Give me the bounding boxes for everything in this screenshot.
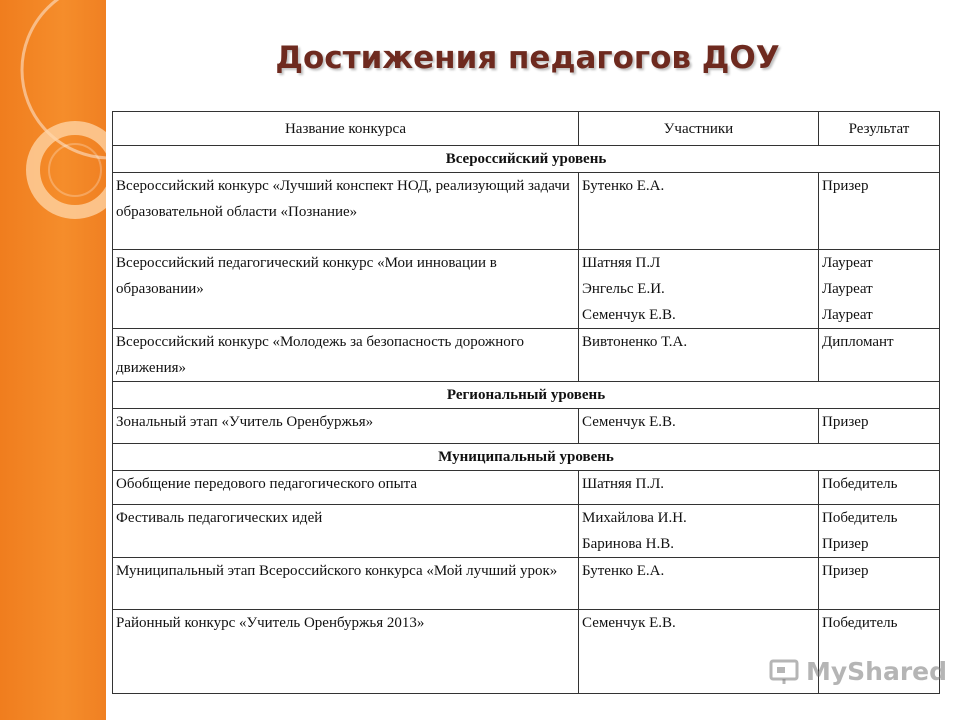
result: Призер <box>822 563 869 579</box>
contest-name: Всероссийский конкурс «Лучший конспект НОД, реализующий задачи образовательной области «Познание» <box>113 173 579 250</box>
result-cell <box>819 558 940 610</box>
participant: Михайлова И.Н. <box>582 510 687 526</box>
contest-name: Всероссийский педагогический конкурс «Мои инновации в образовании» <box>113 250 579 329</box>
result-cell <box>819 250 940 329</box>
result: Лауреат <box>822 281 873 297</box>
contest-name: Всероссийский конкурс «Молодежь за безопасность дорожного движения» <box>113 329 579 382</box>
result: Лауреат <box>822 255 873 271</box>
header-contest: Название конкурса <box>113 112 579 146</box>
header-participants: Участники <box>579 112 819 146</box>
contest-name: Муниципальный этап Всероссийского конкурса «Мой лучший урок» <box>113 558 579 610</box>
side-decoration <box>0 0 106 720</box>
result-cell <box>819 173 940 250</box>
table-row <box>113 173 940 250</box>
table-header-row <box>113 112 940 146</box>
section-row <box>113 382 940 409</box>
participants-cell <box>579 173 819 250</box>
participants-cell <box>579 250 819 329</box>
contest-name: Районный конкурс «Учитель Оренбуржья 2013» <box>113 610 579 694</box>
result-cell <box>819 329 940 382</box>
result: Дипломант <box>822 334 894 350</box>
result: Победитель <box>822 476 898 492</box>
section-level-all-russian: Всероссийский уровень <box>113 146 940 173</box>
participant: Бутенко Е.А. <box>582 178 665 194</box>
result: Победитель <box>822 615 898 631</box>
participant: Семенчук Е.В. <box>582 615 676 631</box>
participant: Шатняя П.Л <box>582 255 661 271</box>
participants-cell <box>579 329 819 382</box>
participant: Вивтоненко Т.А. <box>582 334 688 350</box>
section-row <box>113 444 940 471</box>
contest-name: Обобщение передового педагогического опыта <box>113 471 579 505</box>
participants-cell <box>579 471 819 505</box>
result: Призер <box>822 536 869 552</box>
header-result: Результат <box>819 112 940 146</box>
result-cell <box>819 409 940 444</box>
contest-name: Фестиваль педагогических идей <box>113 505 579 558</box>
participant: Бутенко Е.А. <box>582 563 665 579</box>
achievements-table <box>112 111 940 694</box>
participants-cell <box>579 409 819 444</box>
watermark <box>768 656 947 686</box>
result: Победитель <box>822 510 898 526</box>
page-title: Достижения педагогов ДОУ <box>275 40 780 76</box>
section-row <box>113 146 940 173</box>
participant: Семенчук Е.В. <box>582 414 676 430</box>
participant: Энгельс Е.И. <box>582 281 665 297</box>
result: Призер <box>822 178 869 194</box>
section-level-municipal: Муниципальный уровень <box>113 444 940 471</box>
table-row <box>113 329 940 382</box>
result: Лауреат <box>822 307 873 323</box>
table-row <box>113 250 940 329</box>
participants-cell <box>579 505 819 558</box>
result: Призер <box>822 414 869 430</box>
table-row <box>113 471 940 505</box>
circles-decoration-icon <box>0 0 106 720</box>
participant: Семенчук Е.В. <box>582 307 676 323</box>
contest-name: Зональный этап «Учитель Оренбуржья» <box>113 409 579 444</box>
participant: Баринова Н.В. <box>582 536 674 552</box>
participant: Шатняя П.Л. <box>582 476 665 492</box>
table-row <box>113 409 940 444</box>
result-cell <box>819 505 940 558</box>
myshared-logo-icon <box>768 656 802 686</box>
table-row <box>113 558 940 610</box>
section-level-regional: Региональный уровень <box>113 382 940 409</box>
table-row <box>113 505 940 558</box>
result-cell <box>819 471 940 505</box>
watermark-text: MyShared <box>806 656 948 686</box>
participants-cell <box>579 558 819 610</box>
